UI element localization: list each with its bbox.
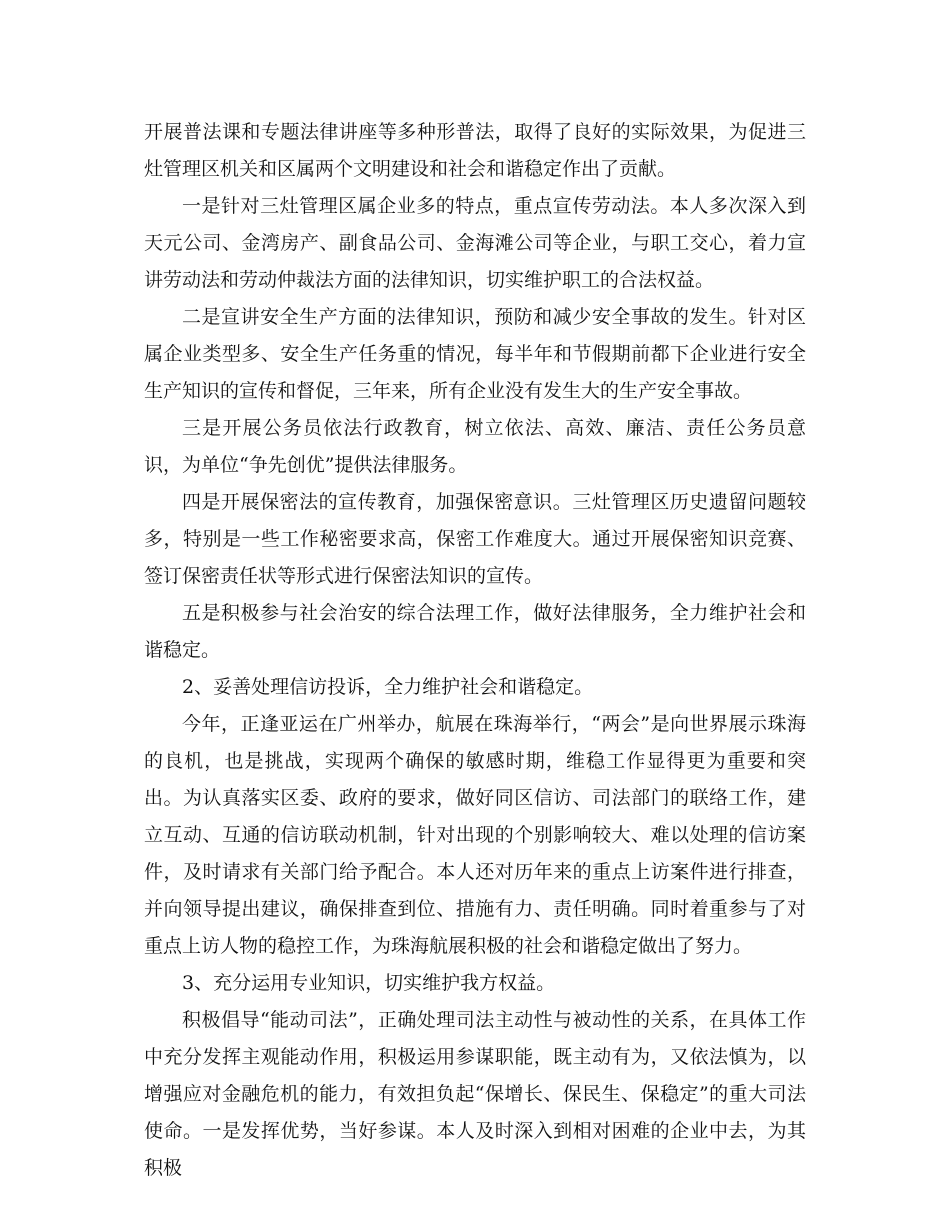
paragraph: 三是开展公务员依法行政教育，树立依法、高效、廉洁、责任公务员意识，为单位“争先创优”提供法律服务。 (144, 417, 806, 476)
paragraph: 四是开展保密法的宣传教育，加强保密意识。三灶管理区历史遗留问题较多，特别是一些工作秘密要求高，保密工作难度大。通过开展保密知识竞赛、签订保密责任状等形式进行保密法知识的宣传。 (144, 491, 806, 587)
paragraph: 今年，正逢亚运在广州举办，航展在珠海举行，“两会”是向世界展示珠海的良机，也是挑战，实现两个确保的敏感时期，维稳工作显得更为重要和突出。为认真落实区委、政府的要求，做好同区信访、司法部门的联络工作，建立互动、互通的信访联动机制，针对出现的个别影响较大、难以处理的信访案件，及时请求有关部门给予配合。本人还对历年来的重点上访案件进行排查，并向领导提出建议，确保排查到位、措施有力、责任明确。同时着重参与了对重点上访人物的稳控工作，为珠海航展积极的社会和谐稳定做出了努力。 (144, 713, 806, 957)
section-heading: 3、充分运用专业知识，切实维护我方权益。 (182, 972, 556, 994)
paragraph: 五是积极参与社会治安的综合法理工作，做好法律服务，全力维护社会和谐稳定。 (144, 602, 806, 661)
paragraph: 一是针对三灶管理区属企业多的特点，重点宣传劳动法。本人多次深入到天元公司、金湾房产、副食品公司、金海滩公司等企业，与职工交心，着力宣讲劳动法和劳动仲裁法方面的法律知识，切实维护职工的合法权益。 (144, 195, 806, 291)
paragraph: 积极倡导“能动司法”，正确处理司法主动性与被动性的关系，在具体工作中充分发挥主观能动作用，积极运用参谋职能，既主动有为，又依法慎为，以增强应对金融危机的能力，有效担负起“保增长、保民生、保稳定”的重大司法使命。一是发挥优势，当好参谋。本人及时深入到相对困难的企业中去，为其积极 (144, 1009, 806, 1179)
document-body (144, 114, 806, 1187)
paragraph: 开展普法课和专题法律讲座等多种形普法，取得了良好的实际效果，为促进三灶管理区机关和区属两个文明建设和社会和谐稳定作出了贡献。 (144, 121, 806, 180)
section-heading: 2、妥善处理信访投诉，全力维护社会和谐稳定。 (182, 676, 594, 698)
paragraph: 二是宣讲安全生产方面的法律知识，预防和减少安全事故的发生。针对区属企业类型多、安全生产任务重的情况，每半年和节假期前都下企业进行安全生产知识的宣传和督促，三年来，所有企业没有发生大的生产安全事故。 (144, 306, 806, 402)
